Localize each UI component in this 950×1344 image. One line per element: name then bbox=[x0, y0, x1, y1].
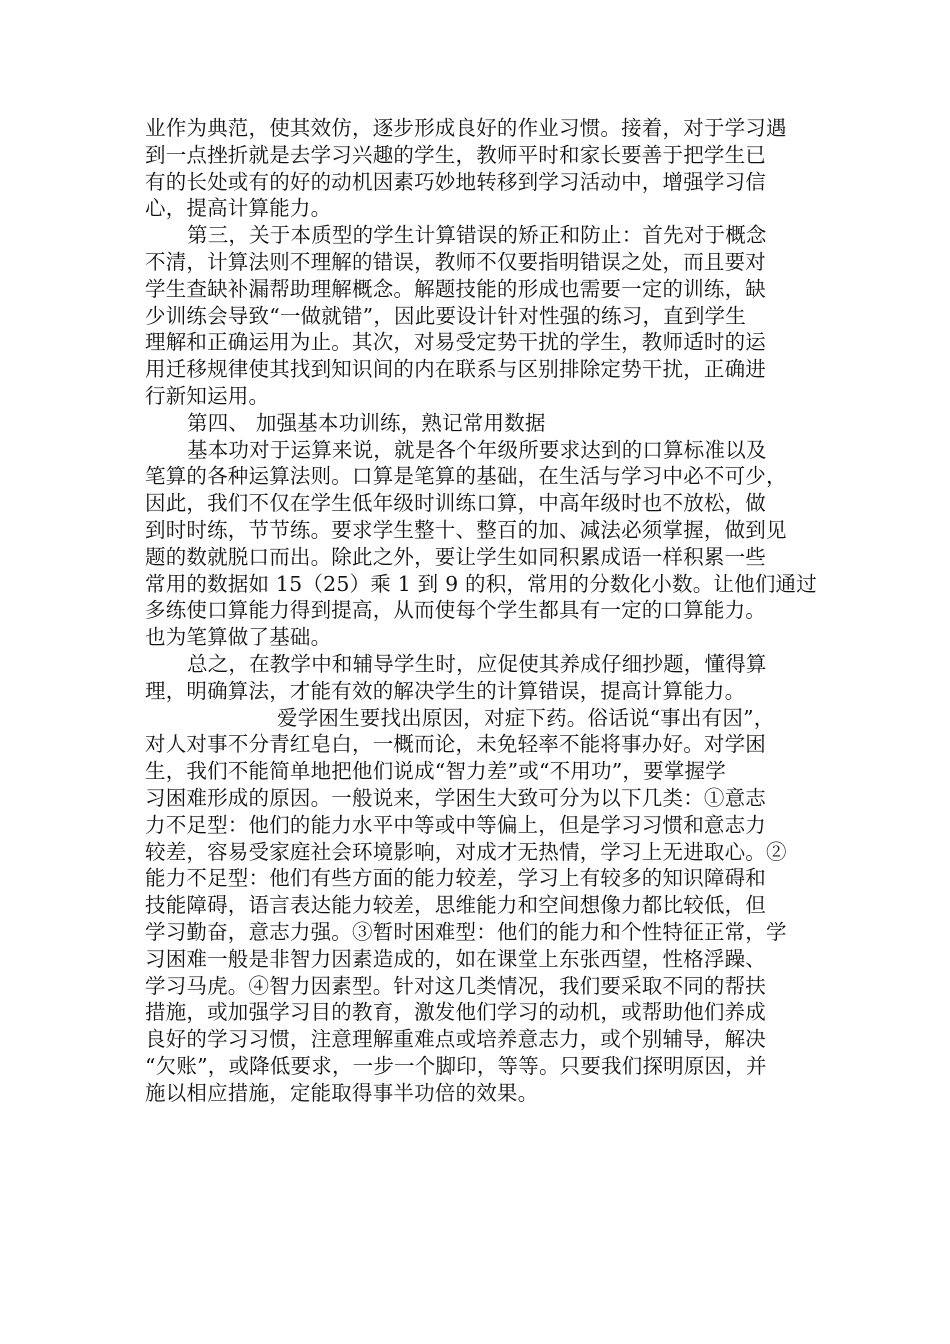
text-line: 学习勤奋，意志力强。③暂时困难型：他们的能力和个性特征正常，学 bbox=[145, 919, 787, 944]
text-line: 学生查缺补漏帮助理解概念。解题技能的形成也需要一定的训练，缺 bbox=[145, 276, 766, 301]
text-line: 爱学困生要找出原因，对症下药。俗话说“事出有因”， bbox=[277, 705, 775, 730]
text-line: 常用的数据如 15（25）乘 1 到 9 的积，常用的分数化小数。让他们通过 bbox=[145, 571, 817, 596]
text-line: 总之，在教学中和辅导学生时，应促使其养成仔细抄题，懂得算 bbox=[187, 651, 767, 676]
text-line: 到时时练，节节练。要求学生整十、整百的加、减法必须掌握，做到见 bbox=[145, 517, 787, 542]
text-line: 习困难一般是非智力因素造成的，如在课堂上东张西望，性格浮躁、 bbox=[145, 946, 766, 971]
text-line: 技能障碍，语言表达能力较差，思维能力和空间想像力都比较低，但 bbox=[145, 893, 766, 918]
text-line: 多练使口算能力得到提高，从而使每个学生都具有一定的口算能力。 bbox=[145, 598, 766, 623]
text-line: 业作为典范，使其效仿，逐步形成良好的作业习惯。接着，对于学习遇 bbox=[145, 116, 787, 140]
text-line: “欠账”，或降低要求，一步一个脚印，等等。只要我们探明原因，并 bbox=[145, 1053, 767, 1078]
text-line: 少训练会导致“一做就错”，因此要设计针对性强的练习，直到学生 bbox=[145, 303, 746, 328]
text-line: 题的数就脱口而出。除此之外，要让学生如同积累成语一样积累一些 bbox=[145, 544, 766, 569]
text-line: 力不足型：他们的能力水平中等或中等偏上，但是学习习惯和意志力 bbox=[145, 812, 766, 837]
text-line: 第三，关于本质型的学生计算错误的矫正和防止：首先对于概念 bbox=[187, 223, 767, 248]
text-line: 基本功对于运算来说，就是各个年级所要求达到的口算标准以及 bbox=[187, 437, 767, 462]
text-line: 因此，我们不仅在学生低年级时训练口算，中高年级时也不放松，做 bbox=[145, 491, 766, 516]
text-line: 理，明确算法，才能有效的解决学生的计算错误，提高计算能力。 bbox=[145, 678, 746, 703]
text-line: 行新知运用。 bbox=[145, 383, 270, 408]
text-line: 良好的学习习惯，注意理解重难点或培养意志力，或个别辅导，解决 bbox=[145, 1027, 766, 1052]
text-line: 笔算的各种运算法则。口算是笔算的基础，在生活与学习中必不可少， bbox=[145, 464, 787, 489]
text-line: 到一点挫折就是去学习兴趣的学生，教师平时和家长要善于把学生已 bbox=[145, 142, 766, 167]
text-line: 能力不足型：他们有些方面的能力较差，学习上有较多的知识障碍和 bbox=[145, 866, 766, 891]
text-line: 也为笔算做了基础。 bbox=[145, 625, 332, 650]
text-line: 较差，容易受家庭社会环境影响，对成才无热情，学习上无进取心。② bbox=[145, 839, 787, 864]
text-line: 习困难形成的原因。一般说来，学困生大致可分为以下几类：①意志 bbox=[145, 785, 766, 810]
text-line: 措施，或加强学习目的教育，激发他们学习的动机，或帮助他们养成 bbox=[145, 1000, 766, 1025]
text-line: 学习马虎。④智力因素型。针对这几类情况，我们要采取不同的帮扶 bbox=[145, 973, 766, 998]
text-line: 对人对事不分青红皂白，一概而论，未免轻率不能将事办好。对学困 bbox=[145, 732, 766, 757]
text-line: 不清，计算法则不理解的错误，教师不仅要指明错误之处，而且要对 bbox=[145, 249, 766, 274]
text-line: 有的长处或有的好的动机因素巧妙地转移到学习活动中，增强学习信 bbox=[145, 169, 766, 194]
body-text bbox=[145, 115, 817, 1106]
text-line: 第四、 加强基本功训练，熟记常用数据 bbox=[187, 410, 546, 435]
text-line: 施以相应措施，定能取得事半功倍的效果。 bbox=[145, 1080, 539, 1105]
text-line: 生，我们不能简单地把他们说成“智力差”或“不用功”，要掌握学 bbox=[145, 759, 726, 784]
text-line: 用迁移规律使其找到知识间的内在联系与区别排除定势干扰，正确进 bbox=[145, 357, 766, 382]
text-line: 心，提高计算能力。 bbox=[145, 196, 332, 221]
text-line: 理解和正确运用为止。其次，对易受定势干扰的学生，教师适时的运 bbox=[145, 330, 766, 355]
